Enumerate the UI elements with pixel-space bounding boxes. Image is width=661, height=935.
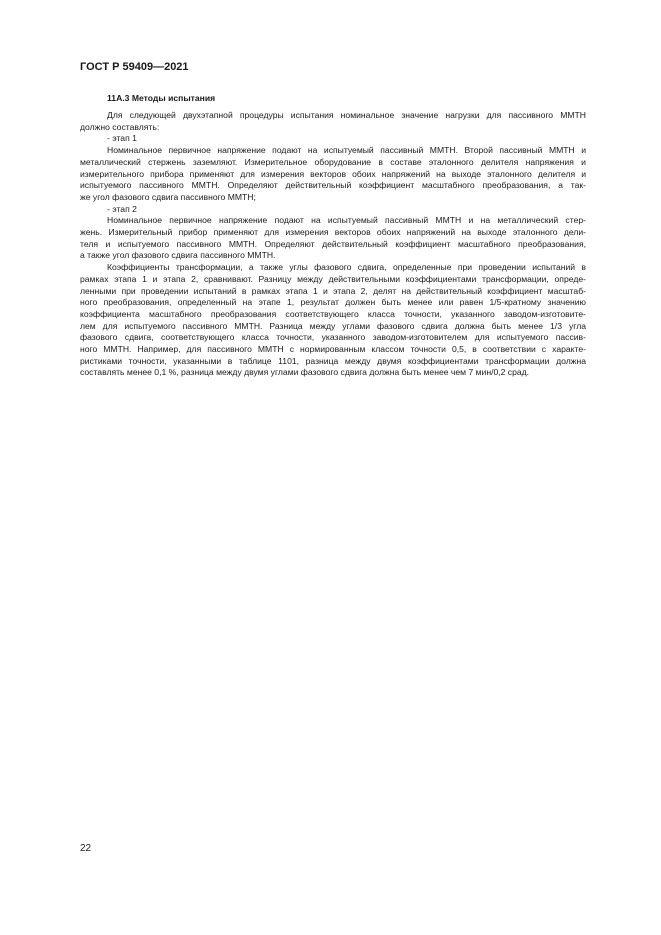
text-line: а также угол фазового сдвига пассивного ММТН. (80, 250, 276, 261)
text-line: ристиками точности, указанными в таблице 1101, разница между двумя коэффициентами трансформации должна (80, 355, 586, 366)
text-line: Коэффициенты трансформации, а также углы фазового сдвига, определенные при проведении испытаний в (107, 262, 586, 273)
text-line: рамках этапа 1 и этапа 2, сравнивают. Разницу между действительными коэффициентами трансформации, опреде- (80, 273, 586, 284)
text-line: - этап 1 (107, 133, 137, 144)
text-line: составлять менее 0,1 %, разница между двумя углами фазового сдвига должна быть менее чем 7 мин/0,2 срад. (80, 367, 530, 378)
text-line: жень. Измерительный прибор применяют для измерения векторов обоих напряжений на выходе эталонного дели- (80, 227, 586, 238)
body-text (80, 110, 586, 379)
document-header: ГОСТ Р 59409—2021 (80, 61, 189, 73)
text-line: Для следующей двухэтапной процедуры испытания номинальное значение нагрузки для пассивного ММТН (107, 110, 586, 120)
text-line: ного ММТН. Например, для пассивного ММТН с нормированным классом точности 0,5, в соответствии с характе- (80, 344, 586, 355)
text-line: испытуемого пассивного ММТН. Определяют действительный коэффициент масштабного преобразования, а так- (80, 180, 586, 191)
text-line: Номинальное первичное напряжение подают на испытуемый пассивный ММТН. Второй пассивный ММТН и (107, 145, 586, 156)
text-line: теля и испытуемого пассивного ММТН. Определяют действительный коэффициент масштабного преобразования, (80, 238, 586, 249)
text-line: коэффициента масштабного преобразования соответствующего класса точности, указанного заводом-изготовите- (80, 308, 586, 319)
text-line: Номинальное первичное напряжение подают на испытуемый пассивный ММТН и на металлический стер- (107, 215, 586, 226)
text-line: измерительного прибора применяют для измерения векторов обоих напряжений на выходе эталонного делителя и (80, 168, 586, 179)
page-number: 22 (80, 843, 92, 854)
text-line: ного преобразования, определенный на этапе 1, результат должен быть менее или равен 1/5-кратному значению (80, 297, 586, 308)
text-line: ленными при проведении испытаний в рамках этапа 1 и этапа 2, делят на действительный коэффициент масштаб- (80, 285, 586, 296)
text-line: фазового сдвига, соответствующего класса точности, указанного заводом-изготовителем для испытуемого пассив- (80, 332, 586, 343)
text-line: должно составлять: (80, 121, 160, 132)
text-line: же угол фазового сдвига пассивного ММТН; (80, 191, 256, 202)
text-line: металлический стержень заземляют. Измерительное оборудование в составе эталонного делителя напряжения и (80, 156, 586, 167)
section-heading: 11А.3 Методы испытания (107, 93, 216, 103)
text-line: лем для испытуемого пассивного ММТН. Разница между углами фазового сдвига должна быть менее 1/3 угла (80, 320, 586, 331)
text-line: - этап 2 (107, 203, 137, 214)
